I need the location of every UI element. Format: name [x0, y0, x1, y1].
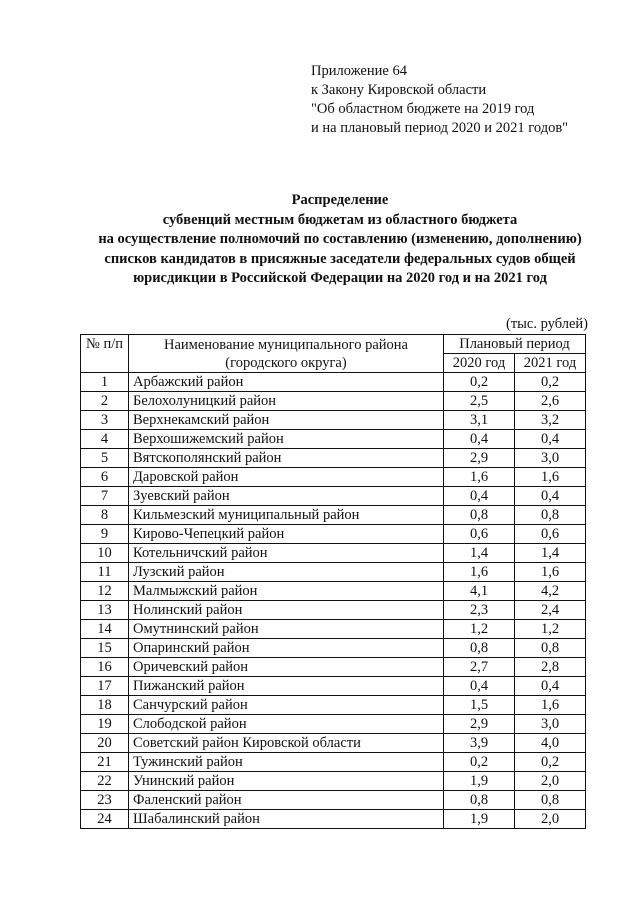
- row-number: 19: [81, 715, 129, 734]
- units-label: (тыс. рублей): [506, 316, 588, 332]
- row-number: 23: [81, 791, 129, 810]
- row-number: 16: [81, 658, 129, 677]
- row-value-2020: 1,4: [444, 544, 515, 563]
- row-number: 11: [81, 563, 129, 582]
- appendix-line: к Закону Кировской области: [311, 82, 487, 98]
- row-value-2021: 2,0: [515, 772, 586, 791]
- table-body: [81, 373, 586, 829]
- row-value-2020: 0,6: [444, 525, 515, 544]
- row-district-name: Советский район Кировской области: [129, 734, 444, 753]
- table-row: [81, 601, 586, 620]
- row-value-2020: 0,8: [444, 639, 515, 658]
- row-value-2021: 1,6: [515, 468, 586, 487]
- row-value-2020: 2,9: [444, 449, 515, 468]
- header-period: Плановый период: [444, 335, 586, 354]
- table-row: [81, 753, 586, 772]
- table-header-row: [81, 335, 586, 354]
- row-value-2020: 0,2: [444, 753, 515, 772]
- row-district-name: Унинский район: [129, 772, 444, 791]
- row-district-name: Зуевский район: [129, 487, 444, 506]
- row-value-2021: 1,6: [515, 563, 586, 582]
- row-district-name: Верхнекамский район: [129, 411, 444, 430]
- row-value-2021: 0,4: [515, 487, 586, 506]
- row-value-2021: 2,4: [515, 601, 586, 620]
- row-district-name: Даровской район: [129, 468, 444, 487]
- table-row: [81, 582, 586, 601]
- appendix-line: Приложение 64: [311, 63, 407, 79]
- document-title: [60, 191, 620, 289]
- row-value-2021: 2,6: [515, 392, 586, 411]
- table-row: [81, 392, 586, 411]
- title-line: на осуществление полномочий по составлению (изменению, дополнению): [98, 231, 582, 247]
- row-number: 1: [81, 373, 129, 392]
- row-value-2020: 2,9: [444, 715, 515, 734]
- row-district-name: Кильмезский муниципальный район: [129, 506, 444, 525]
- row-district-name: Шабалинский район: [129, 810, 444, 829]
- row-district-name: Арбажский район: [129, 373, 444, 392]
- table-row: [81, 620, 586, 639]
- row-value-2021: 3,0: [515, 449, 586, 468]
- title-line: юрисдикции в Российской Федерации на 2020 год и на 2021 год: [133, 270, 547, 286]
- row-district-name: Малмыжский район: [129, 582, 444, 601]
- row-number: 12: [81, 582, 129, 601]
- row-value-2020: 1,2: [444, 620, 515, 639]
- row-value-2021: 2,0: [515, 810, 586, 829]
- row-number: 4: [81, 430, 129, 449]
- table-row: [81, 544, 586, 563]
- header-number: № п/п: [81, 335, 129, 373]
- header-name-line: Наименование муниципального района: [164, 336, 408, 353]
- row-number: 14: [81, 620, 129, 639]
- row-value-2020: 2,3: [444, 601, 515, 620]
- table-row: [81, 810, 586, 829]
- row-number: 18: [81, 696, 129, 715]
- row-value-2020: 4,1: [444, 582, 515, 601]
- row-district-name: Котельничский район: [129, 544, 444, 563]
- row-number: 24: [81, 810, 129, 829]
- row-value-2020: 0,2: [444, 373, 515, 392]
- row-number: 15: [81, 639, 129, 658]
- row-value-2021: 0,2: [515, 373, 586, 392]
- row-value-2020: 3,1: [444, 411, 515, 430]
- title-line: Распределение: [291, 192, 389, 208]
- row-value-2021: 4,0: [515, 734, 586, 753]
- row-district-name: Лузский район: [129, 563, 444, 582]
- row-district-name: Верхошижемский район: [129, 430, 444, 449]
- row-value-2021: 0,8: [515, 639, 586, 658]
- row-value-2020: 3,9: [444, 734, 515, 753]
- table-row: [81, 411, 586, 430]
- row-number: 20: [81, 734, 129, 753]
- row-value-2021: 0,8: [515, 791, 586, 810]
- row-value-2021: 3,0: [515, 715, 586, 734]
- row-number: 22: [81, 772, 129, 791]
- row-value-2020: 1,6: [444, 563, 515, 582]
- table-row: [81, 715, 586, 734]
- row-value-2021: 1,2: [515, 620, 586, 639]
- row-district-name: Нолинский район: [129, 601, 444, 620]
- row-number: 2: [81, 392, 129, 411]
- row-number: 21: [81, 753, 129, 772]
- row-value-2020: 1,9: [444, 772, 515, 791]
- header-name: [129, 335, 444, 373]
- row-district-name: Вятскополянский район: [129, 449, 444, 468]
- row-value-2020: 1,9: [444, 810, 515, 829]
- table-row: [81, 791, 586, 810]
- header-year-2021: 2021 год: [515, 354, 586, 373]
- row-value-2021: 3,2: [515, 411, 586, 430]
- row-district-name: Санчурский район: [129, 696, 444, 715]
- row-value-2021: 0,6: [515, 525, 586, 544]
- table-row: [81, 373, 586, 392]
- row-value-2021: 1,6: [515, 696, 586, 715]
- title-line: субвенций местным бюджетам из областного бюджета: [162, 211, 518, 228]
- row-number: 5: [81, 449, 129, 468]
- row-district-name: Слободской район: [129, 715, 444, 734]
- row-district-name: Фаленский район: [129, 791, 444, 810]
- header-year-2020: 2020 год: [444, 354, 515, 373]
- appendix-line: "Об областном бюджете на 2019 год: [311, 101, 535, 117]
- appendix-reference: [311, 62, 568, 138]
- row-number: 3: [81, 411, 129, 430]
- row-district-name: Тужинский район: [129, 753, 444, 772]
- row-value-2021: 0,4: [515, 677, 586, 696]
- row-value-2021: 0,4: [515, 430, 586, 449]
- row-value-2021: 0,2: [515, 753, 586, 772]
- table-row: [81, 449, 586, 468]
- row-value-2020: 0,4: [444, 487, 515, 506]
- row-district-name: Оричевский район: [129, 658, 444, 677]
- table-row: [81, 506, 586, 525]
- row-district-name: Опаринский район: [129, 639, 444, 658]
- row-district-name: Пижанский район: [129, 677, 444, 696]
- row-district-name: Белохолуницкий район: [129, 392, 444, 411]
- table-row: [81, 563, 586, 582]
- row-value-2021: 4,2: [515, 582, 586, 601]
- table-row: [81, 677, 586, 696]
- table-row: [81, 734, 586, 753]
- table-row: [81, 487, 586, 506]
- table-row: [81, 658, 586, 677]
- row-value-2021: 2,8: [515, 658, 586, 677]
- table-row: [81, 430, 586, 449]
- row-number: 8: [81, 506, 129, 525]
- header-name-line: (городского округа): [225, 354, 347, 371]
- title-line: списков кандидатов в присяжные заседатели федеральных судов общей: [104, 250, 576, 267]
- row-value-2020: 0,4: [444, 677, 515, 696]
- row-value-2020: 0,8: [444, 791, 515, 810]
- row-number: 13: [81, 601, 129, 620]
- row-value-2020: 1,5: [444, 696, 515, 715]
- row-value-2020: 0,8: [444, 506, 515, 525]
- distribution-table: [80, 334, 586, 829]
- table-row: [81, 525, 586, 544]
- row-value-2020: 2,7: [444, 658, 515, 677]
- row-value-2020: 2,5: [444, 392, 515, 411]
- table-row: [81, 772, 586, 791]
- appendix-line: и на плановый период 2020 и 2021 годов": [311, 120, 569, 136]
- row-value-2020: 1,6: [444, 468, 515, 487]
- table-row: [81, 696, 586, 715]
- row-district-name: Омутнинский район: [129, 620, 444, 639]
- row-value-2020: 0,4: [444, 430, 515, 449]
- row-number: 17: [81, 677, 129, 696]
- table-row: [81, 468, 586, 487]
- row-value-2021: 0,8: [515, 506, 586, 525]
- row-number: 10: [81, 544, 129, 563]
- row-number: 9: [81, 525, 129, 544]
- row-value-2021: 1,4: [515, 544, 586, 563]
- row-district-name: Кирово-Чепецкий район: [129, 525, 444, 544]
- row-number: 7: [81, 487, 129, 506]
- row-number: 6: [81, 468, 129, 487]
- table-row: [81, 639, 586, 658]
